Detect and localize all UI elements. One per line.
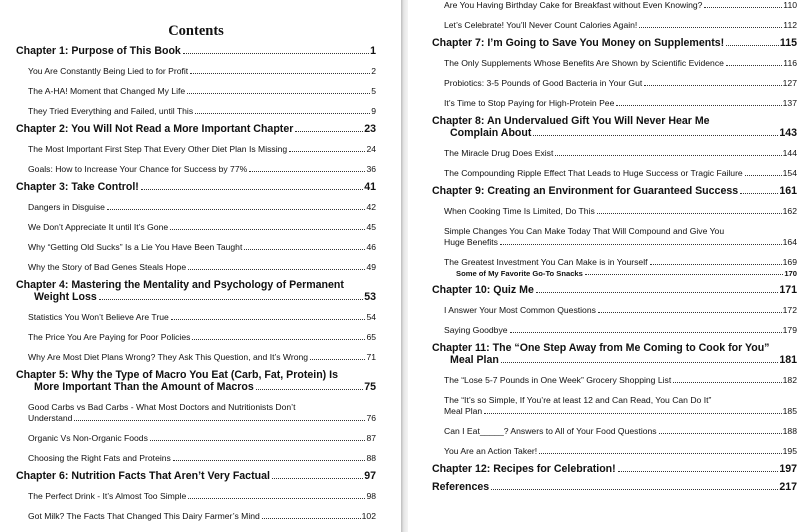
toc-entry-title: The Compounding Ripple Effect That Leads to Huge Success or Tragic Failure (444, 168, 743, 178)
toc-entry-title-line2: Weight Loss (34, 291, 97, 303)
toc-chapter-entry (432, 185, 797, 197)
toc-entry-title: Why Are Most Diet Plans Wrong? They Ask This Question, and It’s Wrong (28, 352, 309, 362)
dot-leader (726, 45, 779, 46)
toc-page-number: 154 (782, 168, 797, 178)
toc-section-entry (432, 395, 797, 417)
toc-page-number: 171 (779, 284, 797, 296)
toc-page-number: 164 (782, 237, 797, 247)
toc-section-entry (16, 491, 376, 502)
toc-entry-title-line2: More Important Than the Amount of Macros (34, 381, 254, 393)
toc-page-number: 36 (366, 164, 376, 174)
toc-entry-title-line1: Chapter 8: An Undervalued Gift You Will Never Hear Me (432, 115, 710, 127)
toc-section-entry (432, 426, 797, 437)
toc-chapter-entry (432, 463, 797, 475)
dot-leader (500, 244, 782, 245)
toc-entry-title: Some of My Favorite Go-To Snacks (456, 269, 583, 278)
toc-page-number: 98 (366, 491, 376, 501)
toc-entry-title (444, 395, 797, 406)
toc-entry-title-line2: Meal Plan (444, 406, 483, 416)
toc-section-entry (16, 202, 376, 213)
toc-entry-title: They Tried Everything and Failed, until This (28, 106, 194, 116)
toc-entry-title-line2: Huge Benefits (444, 237, 498, 247)
toc-section-entry (16, 106, 376, 117)
toc-entry-title (432, 342, 797, 354)
dot-leader (188, 269, 365, 270)
toc-entry-title-line1: Chapter 4: Mastering the Mentality and Psychology of Permanent (16, 279, 344, 291)
toc-page-number: 97 (364, 470, 376, 482)
toc-entry-title: You Are an Action Taker! (444, 446, 538, 456)
toc-entry-title-cont (16, 381, 254, 393)
dot-leader (650, 264, 782, 265)
dot-leader (536, 292, 778, 293)
toc-section-entry (432, 257, 797, 268)
dot-leader (539, 453, 781, 454)
toc-list-left (16, 45, 376, 522)
toc-section-entry (16, 66, 376, 77)
toc-section-entry (16, 262, 376, 273)
dot-leader (74, 420, 365, 421)
toc-section-entry (16, 242, 376, 253)
toc-section-entry (432, 305, 797, 316)
toc-page-number: 116 (783, 58, 797, 68)
toc-entry-title-line1: Chapter 5: Why the Type of Macro You Eat (Carb, Fat, Protein) Is (16, 369, 338, 381)
toc-page-number: 110 (783, 0, 797, 10)
toc-entry-title: Organic Vs Non-Organic Foods (28, 433, 148, 443)
toc-entry-title: You Are Constantly Being Lied to for Profit (28, 66, 189, 76)
toc-entry-title: Chapter 12: Recipes for Celebration! (432, 463, 616, 475)
toc-section-entry (16, 222, 376, 233)
toc-chapter-entry (16, 369, 376, 393)
dot-leader (99, 299, 363, 300)
toc-list-right (432, 0, 797, 493)
dot-leader (272, 478, 363, 479)
toc-section-entry (432, 0, 797, 11)
toc-entry-title: Let’s Celebrate! You’ll Never Count Calories Again! (444, 20, 638, 30)
toc-page-number: 195 (782, 446, 797, 456)
toc-section-entry (432, 226, 797, 248)
toc-page-number: 179 (782, 325, 797, 335)
toc-page-number: 102 (361, 511, 376, 521)
toc-page-number: 182 (782, 375, 797, 385)
toc-page-number: 65 (366, 332, 376, 342)
toc-entry-title: The A-HA! Moment that Changed My Life (28, 86, 186, 96)
toc-section-entry (432, 446, 797, 457)
toc-page-number: 188 (782, 426, 797, 436)
toc-page-number: 137 (782, 98, 797, 108)
toc-entry-title-cont (432, 127, 531, 139)
toc-chapter-entry (432, 342, 797, 366)
dot-leader (262, 518, 361, 519)
toc-entry-title-cont (432, 354, 499, 366)
toc-entry-title: Are You Having Birthday Cake for Breakfast without Even Knowing? (444, 0, 703, 10)
toc-entry-title-line2: Understand (28, 413, 73, 423)
toc-page-number: 127 (782, 78, 797, 88)
toc-section-entry (432, 325, 797, 336)
dot-leader (295, 131, 363, 132)
toc-entry-title: Chapter 2: You Will Not Read a More Important Chapter (16, 123, 294, 135)
dot-leader (190, 73, 370, 74)
toc-page-number: 75 (364, 381, 376, 393)
toc-entry-title: Chapter 1: Purpose of This Book (16, 45, 181, 57)
toc-entry-title: Probiotics: 3-5 Pounds of Good Bacteria in Your Gut (444, 78, 643, 88)
dot-leader (195, 113, 370, 114)
toc-entry-title (432, 115, 797, 127)
toc-entry-title: Chapter 6: Nutrition Facts That Aren’t Very Factual (16, 470, 270, 482)
dot-leader (187, 93, 370, 94)
toc-chapter-entry (16, 279, 376, 303)
dot-leader (107, 209, 366, 210)
dot-leader (726, 65, 782, 66)
toc-chapter-entry (432, 115, 797, 139)
toc-page-number: 23 (364, 123, 376, 135)
dot-leader (256, 389, 363, 390)
toc-section-entry (432, 269, 797, 278)
toc-entry-title: We Don’t Appreciate It until It’s Gone (28, 222, 169, 232)
toc-page-number: 143 (779, 127, 797, 139)
dot-leader (491, 489, 778, 490)
toc-entry-title (16, 369, 376, 381)
dot-leader (484, 413, 781, 414)
toc-page-number: 45 (366, 222, 376, 232)
dot-leader (183, 53, 369, 54)
dot-leader (249, 171, 365, 172)
dot-leader (740, 193, 778, 194)
toc-section-entry (16, 144, 376, 155)
toc-page-number: 46 (366, 242, 376, 252)
toc-entry-title-line1: The “It’s so Simple, If You’re at least 12 and Can Read, You Can Do It” (444, 395, 712, 405)
toc-entry-title (444, 226, 797, 237)
dot-leader (170, 229, 365, 230)
toc-entry-title: References (432, 481, 490, 493)
toc-page-number: 42 (366, 202, 376, 212)
dot-leader (533, 135, 778, 136)
toc-entry-title: Statistics You Won’t Believe Are True (28, 312, 169, 322)
toc-entry-title-line1: Chapter 11: The “One Step Away from Me Coming to Cook for You” (432, 342, 770, 354)
dot-leader (173, 460, 366, 461)
toc-section-entry (16, 511, 376, 522)
toc-section-entry (16, 312, 376, 323)
dot-leader (150, 440, 366, 441)
toc-page-number: 24 (366, 144, 376, 154)
dot-leader (188, 498, 365, 499)
toc-page-number: 197 (779, 463, 797, 475)
toc-chapter-entry (16, 45, 376, 57)
dot-leader (618, 471, 779, 472)
dot-leader (644, 85, 781, 86)
toc-page-number: 87 (366, 433, 376, 443)
toc-page-number: 112 (783, 20, 797, 30)
toc-page-number: 9 (371, 106, 376, 116)
dot-leader (745, 175, 782, 176)
toc-section-entry (16, 352, 376, 363)
toc-entry-title-line1: Simple Changes You Can Make Today That Will Compound and Give You (444, 226, 725, 236)
toc-page-number: 169 (782, 257, 797, 267)
toc-entry-title-line2: Meal Plan (450, 354, 499, 366)
dot-leader (639, 27, 782, 28)
toc-section-entry (432, 98, 797, 109)
toc-chapter-entry (432, 284, 797, 296)
toc-page-number: 172 (782, 305, 797, 315)
page-title: Contents (168, 23, 224, 39)
toc-entry-title: Why the Story of Bad Genes Steals Hope (28, 262, 187, 272)
toc-section-entry (16, 86, 376, 97)
toc-entry-title: Saying Goodbye (444, 325, 508, 335)
toc-entry-title-line1: Good Carbs vs Bad Carbs - What Most Doctors and Nutritionists Don’t (28, 402, 296, 412)
toc-entry-title (16, 279, 376, 291)
toc-section-entry (16, 164, 376, 175)
dot-leader (598, 312, 782, 313)
toc-page-number: 71 (366, 352, 376, 362)
toc-page-number: 49 (366, 262, 376, 272)
toc-entry-title: The Perfect Drink - It’s Almost Too Simple (28, 491, 187, 501)
toc-entry-title: Chapter 9: Creating an Environment for Guaranteed Success (432, 185, 739, 197)
toc-page-number: 217 (779, 481, 797, 493)
dot-leader (555, 155, 781, 156)
toc-page-number: 185 (782, 406, 797, 416)
toc-section-entry (432, 20, 797, 31)
toc-page-number: 181 (779, 354, 797, 366)
toc-section-entry (432, 375, 797, 386)
toc-entry-title: Can I Eat_____? Answers to All of Your Food Questions (444, 426, 657, 436)
toc-page-number: 53 (364, 291, 376, 303)
toc-page-number: 162 (782, 206, 797, 216)
toc-entry-title: Chapter 7: I’m Going to Save You Money on Supplements! (432, 37, 725, 49)
toc-chapter-entry (432, 37, 797, 49)
toc-entry-title-cont (444, 237, 498, 248)
toc-section-entry (16, 453, 376, 464)
dot-leader (501, 362, 778, 363)
toc-page-number: 54 (366, 312, 376, 322)
dot-leader (171, 319, 366, 320)
toc-entry-title-cont (16, 291, 97, 303)
toc-page-number: 115 (779, 37, 797, 49)
toc-entry-title: Chapter 10: Quiz Me (432, 284, 534, 296)
dot-leader (510, 332, 782, 333)
toc-section-entry (432, 148, 797, 159)
dot-leader (192, 339, 365, 340)
toc-entry-title: The Only Supplements Whose Benefits Are Shown by Scientific Evidence (444, 58, 724, 68)
dot-leader (289, 151, 365, 152)
toc-entry-title-cont (28, 413, 72, 424)
toc-section-entry (432, 78, 797, 89)
toc-entry-title: The Greatest Investment You Can Make is in Yourself (444, 257, 648, 267)
toc-entry-title: Got Milk? The Facts That Changed This Dairy Farmer’s Mind (28, 511, 260, 521)
toc-entry-title: It’s Time to Stop Paying for High-Protein Pee (444, 98, 615, 108)
toc-page-number: 161 (779, 185, 797, 197)
toc-section-entry (432, 58, 797, 69)
dot-leader (244, 249, 365, 250)
toc-chapter-entry (432, 481, 797, 493)
toc-entry-title: The Miracle Drug Does Exist (444, 148, 554, 158)
toc-entry-title: The Most Important First Step That Every Other Diet Plan Is Missing (28, 144, 288, 154)
dot-leader (310, 359, 365, 360)
toc-page-number: 88 (366, 453, 376, 463)
right-page (408, 0, 809, 532)
toc-chapter-entry (16, 181, 376, 193)
toc-section-entry (432, 206, 797, 217)
toc-entry-title: The Price You Are Paying for Poor Policies (28, 332, 191, 342)
toc-entry-title: The “Lose 5-7 Pounds in One Week” Grocery Shopping List (444, 375, 672, 385)
toc-entry-title: When Cooking Time Is Limited, Do This (444, 206, 595, 216)
dot-leader (659, 433, 782, 434)
dot-leader (704, 7, 782, 8)
toc-entry-title (28, 402, 376, 413)
toc-page-number: 170 (784, 269, 797, 278)
toc-page-number: 5 (371, 86, 376, 96)
toc-entry-title: Goals: How to Increase Your Chance for Success by 77% (28, 164, 248, 174)
book-gutter (401, 0, 408, 532)
toc-entry-title: Chapter 3: Take Control! (16, 181, 139, 193)
left-page (0, 0, 402, 532)
toc-page-number: 2 (371, 66, 376, 76)
toc-entry-title: I Answer Your Most Common Questions (444, 305, 596, 315)
toc-entry-title-line2: Complain About (450, 127, 532, 139)
toc-chapter-entry (16, 123, 376, 135)
toc-entry-title-cont (444, 406, 482, 417)
toc-section-entry (16, 332, 376, 343)
dot-leader (141, 189, 363, 190)
dot-leader (616, 105, 781, 106)
toc-page-number: 1 (370, 45, 376, 57)
toc-entry-title: Choosing the Right Fats and Proteins (28, 453, 171, 463)
toc-section-entry (16, 402, 376, 424)
dot-leader (597, 213, 782, 214)
toc-page-number: 144 (782, 148, 797, 158)
toc-page-number: 76 (366, 413, 376, 423)
toc-entry-title: Dangers in Disguise (28, 202, 105, 212)
toc-section-entry (432, 168, 797, 179)
dot-leader (585, 274, 783, 275)
toc-entry-title: Why “Getting Old Sucks” Is a Lie You Have Been Taught (28, 242, 243, 252)
toc-chapter-entry (16, 470, 376, 482)
dot-leader (673, 382, 781, 383)
toc-page-number: 41 (364, 181, 376, 193)
toc-section-entry (16, 433, 376, 444)
